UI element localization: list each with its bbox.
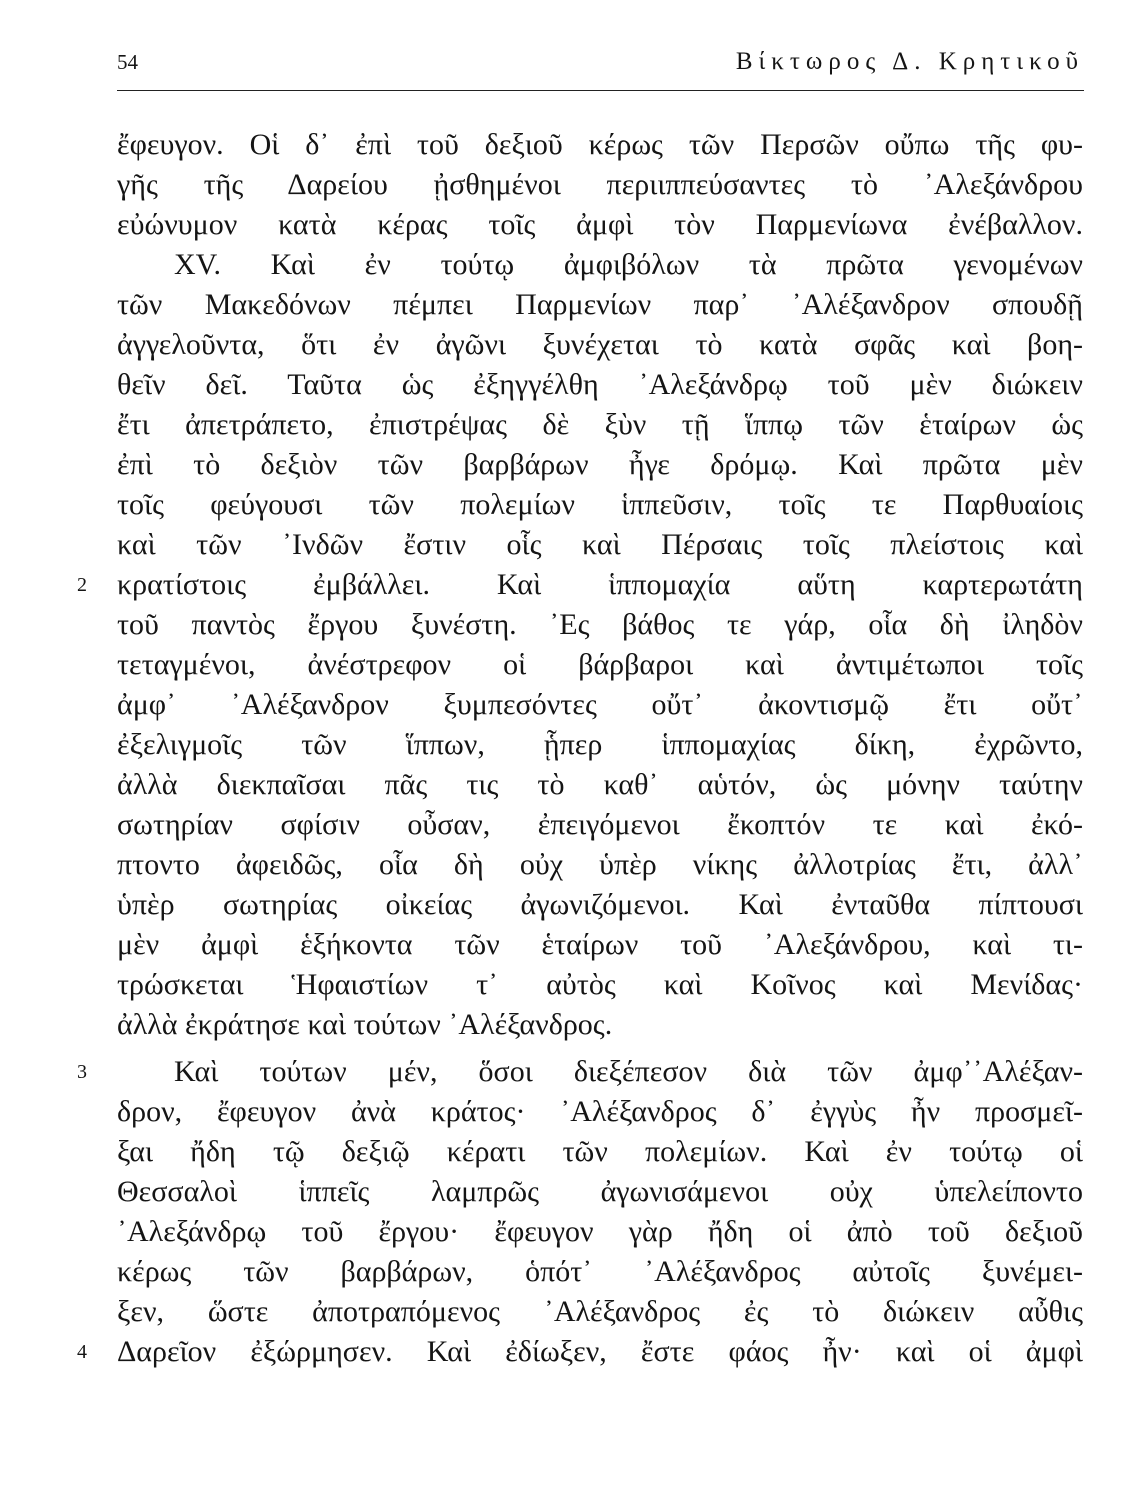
text-line: μὲν ἀμφὶ ἑξήκοντα τῶν ἑταίρων τοῦ ᾽Αλεξάνδρου, καὶ τι- xyxy=(117,928,1083,961)
text-line: τρώσκεται Ἡφαιστίων τ᾽ αὐτὸς καὶ Κοῖνος καὶ Μενίδας· xyxy=(117,968,1083,1001)
text-line: ἀλλὰ διεκπαῖσαι πᾶς τις τὸ καθ᾽ αὑτόν, ὡς μόνην ταύτην xyxy=(117,768,1083,801)
text-line: κέρως τῶν βαρβάρων, ὁπότ᾽ ᾽Αλέξανδρος αὐτοῖς ξυνέμει- xyxy=(117,1255,1083,1288)
text-line: ἔτι ἀπετράπετο, ἐπιστρέψας δὲ ξὺν τῇ ἵππῳ τῶν ἑταίρων ὡς xyxy=(117,408,1083,441)
text-line: ἐξελιγμοῖς τῶν ἵππων, ᾗπερ ἱππομαχίας δίκη, ἐχρῶντο, xyxy=(117,728,1083,761)
text-line: ἔφευγον. Οἱ δ᾽ ἐπὶ τοῦ δεξιοῦ κέρως τῶν Περσῶν οὔπω τῆς φυ- xyxy=(117,128,1083,161)
text-line: ἀμφ᾽ ᾽Αλέξανδρον ξυμπεσόντες οὔτ᾽ ἀκοντισμῷ ἔτι οὔτ᾽ xyxy=(117,688,1083,721)
text-line: εὐώνυμον κατὰ κέρας τοῖς ἀμφὶ τὸν Παρμενίωνα ἐνέβαλλον. xyxy=(117,208,1083,241)
text-line: τεταγμένοι, ἀνέστρεφον οἱ βάρβαροι καὶ ἀντιμέτωποι τοῖς xyxy=(117,648,1083,681)
section-heading-line: XV. Καὶ ἐν τούτῳ ἀμφιβόλων τὰ πρῶτα γενομένων xyxy=(174,248,1083,281)
margin-number: 4 xyxy=(77,1341,87,1363)
running-head: Βίκτωρος Δ. Κρητικοῦ xyxy=(735,48,1084,75)
text-line: πτοντο ἀφειδῶς, οἷα δὴ οὐχ ὑπὲρ νίκης ἀλλοτρίας ἔτι, ἀλλ᾽ xyxy=(117,848,1083,881)
text-line: Καὶ τούτων μέν, ὅσοι διεξέπεσον διὰ τῶν ἀμφ᾽᾽Αλέξαν- xyxy=(174,1055,1083,1088)
text-line: ἐπὶ τὸ δεξιὸν τῶν βαρβάρων ἦγε δρόμῳ. Καὶ πρῶτα μὲν xyxy=(117,448,1083,481)
text-line: ᾽Αλεξάνδρῳ τοῦ ἔργου· ἔφευγον γὰρ ἤδη οἱ ἀπὸ τοῦ δεξιοῦ xyxy=(117,1215,1083,1248)
margin-number: 3 xyxy=(77,1061,87,1083)
text-line: ξαι ἤδη τῷ δεξιῷ κέρατι τῶν πολεμίων. Καὶ ἐν τούτῳ οἱ xyxy=(117,1135,1083,1168)
text-line: Θεσσαλοὶ ἱππεῖς λαμπρῶς ἀγωνισάμενοι οὐχ ὑπελείποντο xyxy=(117,1175,1083,1208)
text-line: σωτηρίαν σφίσιν οὖσαν, ἐπειγόμενοι ἔκοπτόν τε καὶ ἐκό- xyxy=(117,808,1083,841)
text-line: τοῖς φεύγουσι τῶν πολεμίων ἱππεῦσιν, τοῖς τε Παρθυαίοις xyxy=(117,488,1083,521)
page-number: 54 xyxy=(117,50,138,74)
text-line: Δαρεῖον ἐξώρμησεν. Καὶ ἐδίωξεν, ἔστε φάος ἦν· καὶ οἱ ἀμφὶ xyxy=(117,1335,1083,1368)
text-line: ἀλλὰ ἐκράτησε καὶ τούτων ᾽Αλέξανδρος. xyxy=(117,1008,613,1041)
text-line: γῆς τῆς Δαρείου ᾐσθημένοι περιιππεύσαντες τὸ ᾽Αλεξάνδρου xyxy=(117,168,1083,201)
text-line: τῶν Μακεδόνων πέμπει Παρμενίων παρ᾽ ᾽Αλέξανδρον σπουδῇ xyxy=(117,288,1083,321)
text-line: ξεν, ὥστε ἀποτραπόμενος ᾽Αλέξανδρος ἐς τὸ διώκειν αὖθις xyxy=(117,1295,1083,1328)
text-line: δρον, ἔφευγον ἀνὰ κράτος· ᾽Αλέξανδρος δ᾽ ἐγγὺς ἦν προσμεῖ- xyxy=(117,1095,1083,1128)
text-line: ὑπὲρ σωτηρίας οἰκείας ἀγωνιζόμενοι. Καὶ ἐνταῦθα πίπτουσι xyxy=(117,888,1083,921)
text-line: καὶ τῶν ᾽Ινδῶν ἔστιν οἷς καὶ Πέρσαις τοῖς πλείστοις καὶ xyxy=(117,528,1083,561)
text-line: ἀγγελοῦντα, ὅτι ἐν ἀγῶνι ξυνέχεται τὸ κατὰ σφᾶς καὶ βοη- xyxy=(117,328,1083,361)
margin-number: 2 xyxy=(77,574,87,596)
page-header xyxy=(117,46,1084,91)
text-line: θεῖν δεῖ. Ταῦτα ὡς ἐξηγγέλθη ᾽Αλεξάνδρῳ τοῦ μὲν διώκειν xyxy=(117,368,1083,401)
text-line: τοῦ παντὸς ἔργου ξυνέστη. ᾽Ες βάθος τε γάρ, οἷα δὴ ἰληδὸν xyxy=(117,608,1083,641)
text-line: κρατίστοις ἐμβάλλει. Καὶ ἱππομαχία αὕτη καρτερωτάτη xyxy=(117,568,1083,601)
